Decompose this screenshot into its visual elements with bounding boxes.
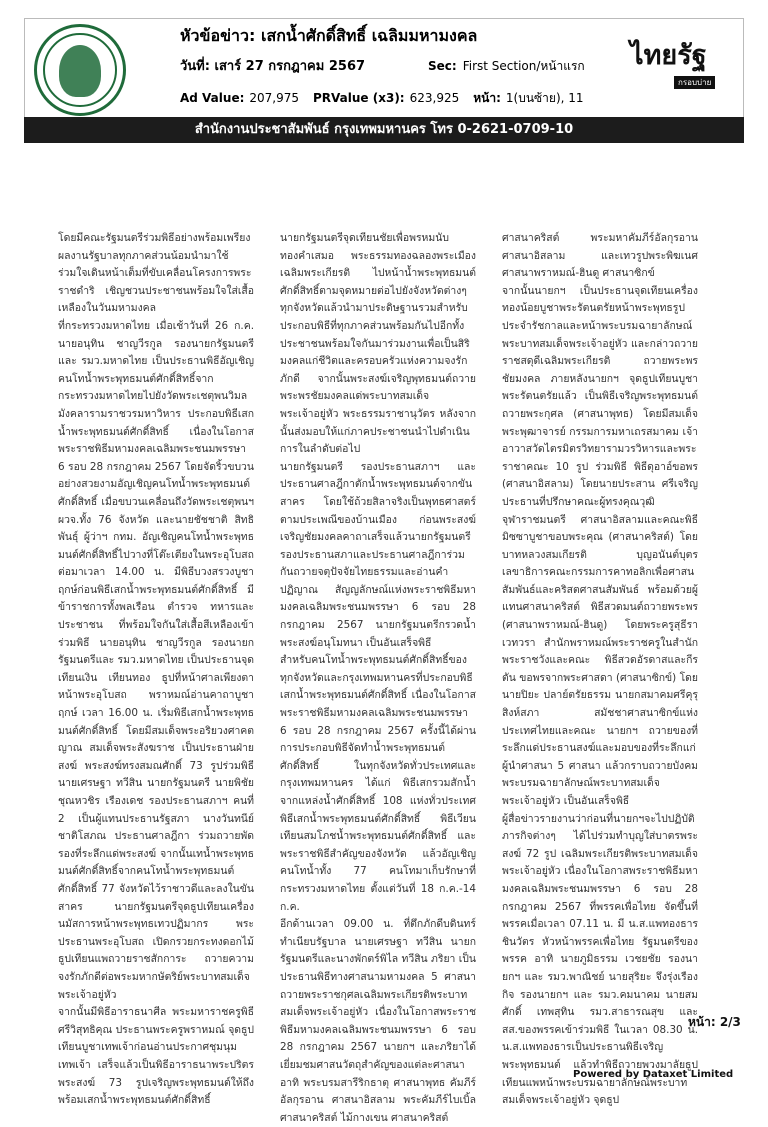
date-value: เสาร์ 27 กรกฎาคม 2567 xyxy=(214,59,366,74)
headline xyxy=(180,24,477,49)
article-paragraph: ผู้สื่อข่าวรายงานว่าก่อนที่นายกฯจะไปปฏิบัติภารกิจต่างๆ ได้ไปร่วมทำบุญใส่บาตรพระสงฆ์ 72 รูป เฉลิมพระเกียรติพระบาทสมเด็จพระเจ้าอยู่หัว เนื่องในโอกาสพระราชพิธีมหามงคลเฉลิมพระชนมพรรษา 6 รอบ 28 กรกฎาคม 2567 ที่พรรคเพื่อไทย จัดขึ้นที่พรรคเมื่อเวลา 07.11 น. มี น.ส.แพทองธาร ชินวัตร หัวหน้าพรรคเพื่อไทย รัฐมนตรีของพรรค อาทิ นายภูมิธรรม เวชยชัย รองนายกฯ และ รมว.พาณิชย์ นายสุริยะ จึงรุ่งเรืองกิจ รองนายกฯ และ รมว.คมนาคม นายสมศักดิ์ เทพสุทิน รมว.สาธารณสุข และ สส.ของพรรคเข้าร่วมพิธี ในเวลา 08.30 น. น.ส.แพทองธารเป็นประธานพิธีเจริญพระพุทธมนต์ แล้วทำพิธีถวายพวงมาลัยธูปเทียนแพหน้าพระบรมฉายาลักษณ์พระบาทสมเด็จพระเจ้าอยู่หัว จุดธูป xyxy=(502,812,698,1107)
organization-bar: สำนักงานประชาสัมพันธ์ กรุงเทพมหานคร โทร 0-2621-0709-10 xyxy=(24,117,744,143)
ad-value-label: Ad Value: xyxy=(180,91,245,105)
article-paragraph: โดยมีคณะรัฐมนตรีร่วมพิธีอย่างพร้อมเพรียง ผลงานรัฐบาลทุกภาคส่วนน้อมนำมาใช้ร่วมใจเดินหน้าเต็มที่ขับเคลื่อนโครงการพระราชดำริ เชิญชวนประชาชนพร้อมใจใส่เสื้อเหลืองในวันมหามงคล xyxy=(58,232,254,315)
page-value: 1(บนซ้าย), 11 xyxy=(505,91,584,105)
article-paragraph: สำหรับคนโทน้ำพระพุทธมนต์ศักดิ์สิทธิ์ของทุกจังหวัดและกรุงเทพมหานครที่ประกอบพิธีเสกน้ำพระพุทธมนต์ศักดิ์สิทธิ์ เนื่องในโอกาสพระราชพิธีมหามงคลเฉลิมพระชนมพรรษา 6 รอบ 28 กรกฎาคม 2567 ครั้งนี้ได้ผ่านการประกอบพิธีจัดทำน้ำพระพุทธมนต์ศักดิ์สิทธิ์ ในทุกจังหวัดทั่วประเทศและกรุงเทพมหานคร ได้แก่ พิธีเสกรวมสักน้ำจากแหล่งน้ำศักดิ์สิทธิ์ 108 แห่งทั่วประเทศ พิธีเสกน้ำพระพุทธมนต์ศักดิ์สิทธิ์ พิธีเวียนเทียนสมโภชน้ำพระพุทธมนต์ศักดิ์สิทธิ์ และพระราชพิธีสำคัญของจังหวัด แล้วอัญเชิญคนโทน้ำทั้ง 77 คนโทมาเก็บรักษาที่กระทรวงมหาดไทย ตั้งแต่วันที่ 18 ก.ค.-14 ก.ค. xyxy=(280,654,476,913)
article-paragraph: จากนั้นนายกฯ เป็นประธานจุดเทียนเครื่องทองน้อยบูชาพระรัตนตรัยหน้าพระพุทธรูปประจำรัชกาลและหน้าพระบรมฉายาลักษณ์พระบาทสมเด็จพระเจ้าอยู่หัว และกล่าวถวายราชสดุดีเฉลิมพระเกียรติ ถวายพระพรชัยมงคล ภายหลังนายกฯ จุดธูปเทียนบูชาพระรัตนตรัยแล้ว เป็นพิธีเจริญพระพุทธมนต์ถวายพระกุศล (ศาสนาพุทธ) โดยมีสมเด็จพระพุฒาจารย์ กรรมการมหาเถรสมาคม เจ้าอาวาสวัดไตรมิตรวิทยารามวรวิหารและพระราชาคณะ 10 รูป ร่วมพิธี พิธีดุอาอ์ขอพร (ศาสนาอิสลาม) โดยนายประสาน ศรีเจริญ ประธานที่ปรึกษาคณะผู้ทรงคุณวุฒิจุฬาราชมนตรี ศาสนาอิสลามและคณะพิธีมิซซาบูชาขอบพระคุณ (ศาสนาคริสต์) โดยบาทหลวงสมเกียรติ บุญอนันต์บุตร เลขาธิการคณะกรรมการคาทอลิกเพื่อศาสนสัมพันธ์และคริสตศาสนสัมพันธ์ พร้อมด้วยผู้แทนศาสนาคริสต์ พิธีสวดมนต์ถวายพระพร (ศาสนาพราหมณ์-ฮินดู) โดยพระครูสุธีราเวทวรา สำนักพราหมณ์พระราชครูในสำนักพระราชวังและคณะ พิธีสวดอัรดาสและกีรตัน ขอพรจากพระศาสดา (ศาสนาซิกข์) โดยนายปิยะ ปลาย์ตรัยธรรม นายกสมาคมศรีคุรุสิงห์สภา สมัชชาศาสนาซิกข์แห่งประเทศไทยและคณะ นายกฯ ถวายของที่ระลึกแด่ประธานสงฆ์และมอบของที่ระลึกแก่ผู้นำศาสนา 5 ศาสนา แล้วกราบถวายบังคมพระบรมฉายาลักษณ์พระบาทสมเด็จพระเจ้าอยู่หัว เป็นอันเสร็จพิธี xyxy=(502,284,698,807)
date-label: วันที่: xyxy=(180,59,210,74)
page-counter: หน้า: 2/3 xyxy=(688,1015,741,1029)
article-paragraph: นายกรัฐมนตรี รองประธานสภาฯ และประธานศาลฎีกาตักน้ำพระพุทธมนต์จากขันสาคร โดยใช้ถ้วยสิลาจริงเป็นพุทธศาสตร์ตามประเพณีของบ้านเมือง ก่อนพระสงฆ์เจริญชัยมงคลคาถาเสร็จแล้วนายกรัฐมนตรีรองประธานสภาและประธานศาลฎีการ่วมกันถวายจตุปัจจัยไทยธรรมและอ่านคำปฏิญาณ สัญญลักษณ์แห่งพระราชพิธีมหามงคลเฉลิมพระชนมพรรษา 6 รอบ 28 กรกฎาคม 2567 นายกรัฐมนตรีกรวดน้ำ พระสงฆ์อนุโมทนา เป็นอันเสร็จพิธี xyxy=(280,460,476,649)
article-column-2 xyxy=(280,230,476,1124)
article-paragraph: ศาสนาคริสต์ พระมหาคัมภีร์อัลกุรอาน ศาสนาอิสลาม และเทวรูปพระพิฆเนศ ศาสนาพราหมณ์-ฮินดู ศาสนาซิกข์ xyxy=(502,232,698,280)
article-paragraph: นายกรัฐมนตรีจุดเทียนชัยเพื่อพรหมนับทองคำเสมอ พระธรรมทองฉลองพระเมืองเฉลิมพระเกียรติ ไปหน้าน้ำพระพุทธมนต์ศักดิ์สิทธิ์ตามจุดหมายต่อไปยังจังหวัดต่างๆ ทุกจังหวัดแล้วนำมาประดิษฐานรวมสำหรับประกอบพิธีที่ทุกภาคส่วนพร้อมกันไปอีกทั้งประชาชนพร้อมใจกันมาร่วมงานเพื่อเป็นสิริมงคลแก่ชีวิตและครอบครัวแห่งความจงรักภักดี จากนั้นพระสงฆ์เจริญพุทธมนต์ถวายพระพรชัยมงคลแด่พระบาทสมเด็จพระเจ้าอยู่หัว พระธรรมราชานุวัตร หลังจากนั้นส่งมอบให้แก่ภาคประชาชนนำไปดำเนินการในลำดับต่อไป xyxy=(280,232,476,456)
date-line xyxy=(180,55,365,76)
headline-text: เสกน้ำศักดิ์สิทธิ์ เฉลิมมหามงคล xyxy=(260,26,478,45)
thairath-logo xyxy=(630,42,720,89)
value-line xyxy=(180,89,584,108)
bangkok-seal-icon xyxy=(34,24,126,116)
article-paragraph: อีกด้านเวลา 09.00 น. ที่ตึกภักดีบดินทร์ทำเนียบรัฐบาล นายเศรษฐา ทวีสิน นายกรัฐมนตรีและนางพักตร์พิไล ทวีสิน ภริยา เป็นประธานพิธีทางศาสนามหามงคล 5 ศาสนา ถวายพระราชกุศลเฉลิมพระเกียรติพระบาทสมเด็จพระเจ้าอยู่หัว เนื่องในโอกาสพระราชพิธีมหามงคลเฉลิมพระชนมพรรษา 6 รอบ 28 กรกฎาคม 2567 นายกฯ และภริยาได้เยี่ยมชมศาสนวัตถุสำคัญของแต่ละศาสนา อาทิ พระบรมสารีริกธาตุ ศาสนาพุทธ คัมภีร์ อัลกุรอาน ศาสนาอิสลาม พระคัมภีร์ไบเบิ้ล ศาสนาคริสต์ ไม้กางเขน ศาสนาคริสต์ xyxy=(280,918,476,1124)
article-paragraph: ต่อมาเวลา 14.00 น. มีพิธีบวงสรวงบูชาฤกษ์ก่อนพิธีเสกน้ำพระพุทธมนต์ศักดิ์สิทธิ์ มีข้าราชการทั้งพลเรือน ตำรวจ ทหารและประชาชน ที่พร้อมใจกันใส่เสื้อสีเหลืองเข้าร่วมพิธี นายอนุทิน ชาญวีรกูล รองนายกรัฐมนตรีและ รมว.มหาดไทย เป็นประธานจุดเทียนเงิน เทียนทอง ธูปที่หน้าศาลเพียงตาหน้าพระอุโบสถ พราหมณ์อ่านคาถาบูชาฤกษ์ เวลา 16.00 น. เริ่มพิธีเสกน้ำพระพุทธมนต์ศักดิ์สิทธิ์ โดยมีสมเด็จพระอริยวงศาคตญาณ สมเด็จพระสังฆราช เป็นประธานฝ่ายสงฆ์ พระสงฆ์ทรงสมณศักดิ์ 73 รูปร่วมพิธี นายเศรษฐา ทวีสิน นายกรัฐมนตรี นายพิชัยชุณหวชิร เรืองเดช รองประธานสภาฯ คนที่ 2 เป็นผู้แทนประธานรัฐสภา นางวันทนีย์ ชาติโสภณ ประธานศาลฎีกา ร่วมถวายพัดรองที่ระลึกแด่พระสงฆ์ จากนั้นเทน้ำพระพุทธมนต์ศักดิ์สิทธิ์จากคนโทน้ำพระพุทธมนต์ศักดิ์สิทธิ์ 77 จังหวัดไว้ราชาวดีและลงในขันสาคร นายกรัฐมนตรีจุดธูปเทียนเครื่องนมัสการหน้าพระพุทธเทวปฏิมากร พระประธานพระอุโบสถ เปิดกรวยกระทงดอกไม้ธูปเทียนแพถวายราชสักการะ ถวายความจงรักภักดีต่อพระมหากษัตริย์พระบาทสมเด็จพระเจ้าอยู่หัว xyxy=(58,566,254,1001)
headline-label: หัวข้อข่าว: xyxy=(180,26,256,45)
logo-edition-tag: กรอบบ่าย xyxy=(674,76,715,89)
pr-value: 623,925 xyxy=(409,91,460,105)
powered-by: Powered by Dataxet Limited xyxy=(573,1069,734,1080)
ad-value: 207,975 xyxy=(249,91,300,105)
seal-emblem xyxy=(59,45,101,97)
pr-value-label: PRValue (x3): xyxy=(313,91,405,105)
section-label: Sec: xyxy=(428,59,457,73)
article-paragraph: จากนั้นมีพิธีอาราธนาศีล พระมหาราชครูพิธีศรีวิสุทธิคุณ ประธานพระครูพราหมณ์ จุดธูปเทียนบูชาเทพเจ้าก่อนอ่านประกาศชุมนุมเทพเจ้า เสร็จแล้วเป็นพิธีอาราธนาพระปริตร พระสงฆ์ 73 รูปเจริญพระพุทธมนต์ให้ถึงพร้อมเสกน้ำพระพุทธมนต์ศักดิ์สิทธิ์ xyxy=(58,1006,254,1107)
section-value: First Section/หน้าแรก xyxy=(462,59,585,73)
section-line xyxy=(428,57,585,76)
article-paragraph: ที่กระทรวงมหาดไทย เมื่อเช้าวันที่ 26 ก.ค. นายอนุทิน ชาญวีรกูล รองนายกรัฐมนตรีและ รมว.มหาดไทย เป็นประธานพิธีอัญเชิญคนโทน้ำพระพุทธมนต์ศักดิ์สิทธิ์จากกระทรวงมหาดไทยไปยังวัดพระเชตุพนวิมลมังคลารามราชวรมหาวิหาร ประกอบพิธีเสกน้ำพระพุทธมนต์ศักดิ์สิทธิ์ เนื่องในโอกาสพระราชพิธีมหามงคลเฉลิมพระชนมพรรษา 6 รอบ 28 กรกฎาคม 2567 โดยจัดริ้วขบวนอย่างสวยงามอัญเชิญคนโทน้ำพระพุทธมนต์ศักดิ์สิทธิ์ เมื่อขบวนเคลื่อนถึงวัดพระเชตุพนฯ ผวจ.ทั้ง 76 จังหวัด และนายชัชชาติ สิทธิพันธุ์ ผู้ว่าฯ กทม. อัญเชิญคนโทน้ำพระพุทธมนต์ศักดิ์สิทธิ์ไปวางที่โต๊ะเตียงในพระอุโบสถ xyxy=(58,319,254,561)
logo-wordmark: ไทยรัฐ xyxy=(630,40,707,71)
article-column-1 xyxy=(58,230,254,1107)
page-label: หน้า: xyxy=(473,91,501,105)
